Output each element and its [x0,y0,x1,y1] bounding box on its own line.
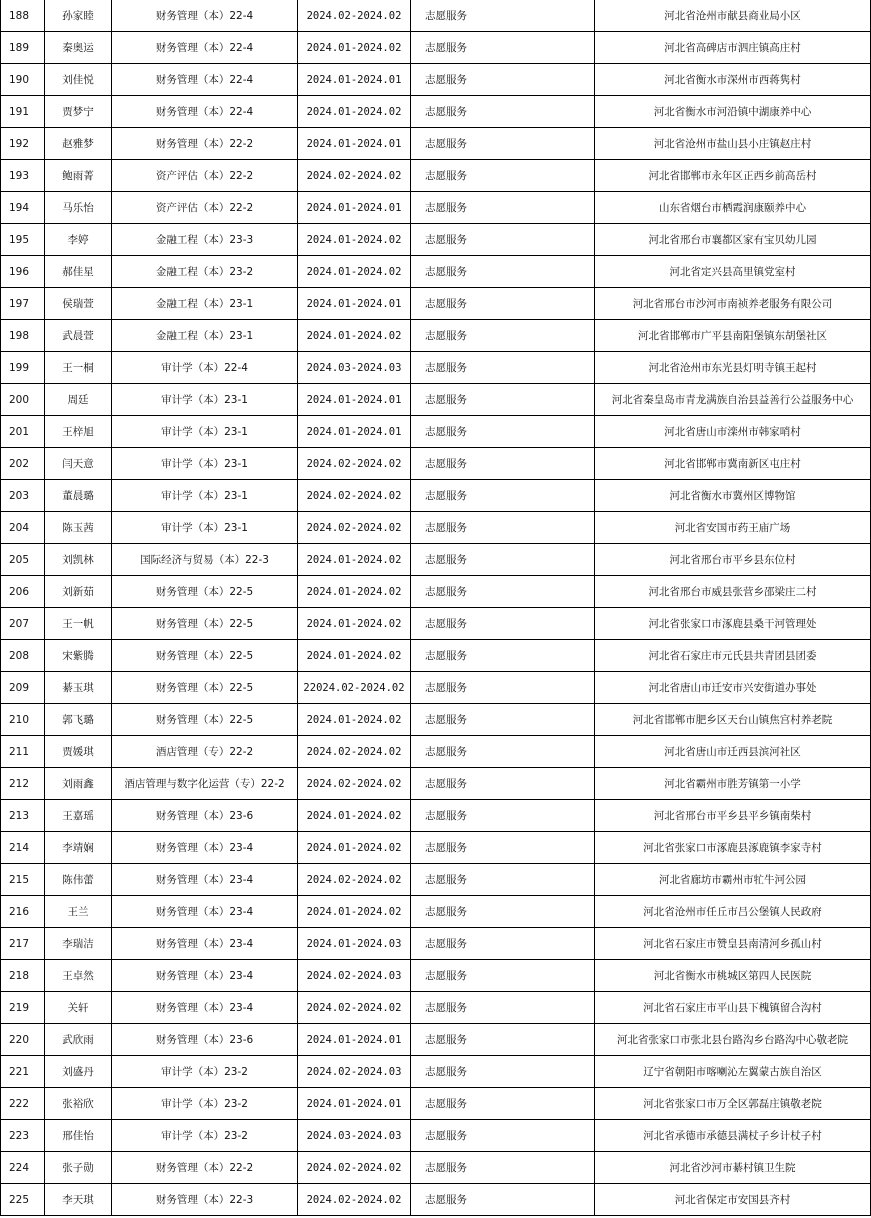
class-cell: 酒店管理与数字化运营（专）22-2 [112,768,298,800]
service-type-cell: 志愿服务 [411,1120,595,1152]
table-row [1,704,871,736]
class-cell: 财务管理（本）22-5 [112,608,298,640]
row-number-cell: 220 [1,1024,45,1056]
location-cell: 河北省唐山市滦州市韩家哨村 [595,416,871,448]
class-cell: 财务管理（本）22-2 [112,128,298,160]
class-cell: 财务管理（本）23-6 [112,800,298,832]
table-row [1,0,871,32]
period-cell: 2024.01-2024.02 [298,256,411,288]
table-row [1,1056,871,1088]
student-name-cell: 武欣雨 [45,1024,112,1056]
table-row [1,1120,871,1152]
class-cell: 审计学（本）23-2 [112,1120,298,1152]
service-type-cell: 志愿服务 [411,384,595,416]
table-row [1,256,871,288]
table-row [1,1088,871,1120]
student-name-cell: 秦奥运 [45,32,112,64]
table-row [1,448,871,480]
table-row [1,32,871,64]
service-type-cell: 志愿服务 [411,960,595,992]
student-name-cell: 董晨璐 [45,480,112,512]
table-row [1,1184,871,1216]
period-cell: 2024.02-2024.02 [298,448,411,480]
table-row [1,160,871,192]
table-row [1,608,871,640]
location-cell: 河北省邯郸市冀南新区屯庄村 [595,448,871,480]
location-cell: 河北省保定市安国县齐村 [595,1184,871,1216]
row-number-cell: 210 [1,704,45,736]
table-row [1,96,871,128]
period-cell: 2024.01-2024.02 [298,224,411,256]
service-type-cell: 志愿服务 [411,1088,595,1120]
row-number-cell: 194 [1,192,45,224]
period-cell: 2024.02-2024.02 [298,0,411,32]
student-name-cell: 李靖娴 [45,832,112,864]
class-cell: 财务管理（本）22-4 [112,0,298,32]
period-cell: 2024.01-2024.02 [298,800,411,832]
student-name-cell: 张裕欣 [45,1088,112,1120]
location-cell: 河北省邢台市平乡县平乡镇南柴村 [595,800,871,832]
service-type-cell: 志愿服务 [411,320,595,352]
student-name-cell: 王梓旭 [45,416,112,448]
table-row [1,736,871,768]
row-number-cell: 192 [1,128,45,160]
location-cell: 河北省石家庄市赞皇县南清河乡孤山村 [595,928,871,960]
student-name-cell: 宋紫腾 [45,640,112,672]
location-cell: 河北省安国市药王庙广场 [595,512,871,544]
row-number-cell: 201 [1,416,45,448]
table-row [1,1152,871,1184]
class-cell: 财务管理（本）22-5 [112,704,298,736]
student-name-cell: 闫天意 [45,448,112,480]
location-cell: 河北省邯郸市广平县南阳堡镇东胡堡社区 [595,320,871,352]
service-type-cell: 志愿服务 [411,736,595,768]
row-number-cell: 214 [1,832,45,864]
student-name-cell: 李婷 [45,224,112,256]
service-type-cell: 志愿服务 [411,704,595,736]
student-name-cell: 王兰 [45,896,112,928]
class-cell: 审计学（本）23-1 [112,480,298,512]
location-cell: 河北省衡水市深州市西蒋隽村 [595,64,871,96]
location-cell: 河北省张家口市涿鹿县涿鹿镇李家寺村 [595,832,871,864]
period-cell: 2024.01-2024.01 [298,192,411,224]
class-cell: 财务管理（本）23-6 [112,1024,298,1056]
service-type-cell: 志愿服务 [411,672,595,704]
location-cell: 河北省邢台市襄都区家有宝贝幼儿园 [595,224,871,256]
table-row [1,192,871,224]
class-cell: 财务管理（本）22-4 [112,32,298,64]
class-cell: 审计学（本）23-1 [112,416,298,448]
class-cell: 审计学（本）22-4 [112,352,298,384]
period-cell: 2024.03-2024.03 [298,1120,411,1152]
row-number-cell: 196 [1,256,45,288]
row-number-cell: 208 [1,640,45,672]
period-cell: 2024.02-2024.02 [298,1152,411,1184]
period-cell: 2024.01-2024.01 [298,64,411,96]
service-type-cell: 志愿服务 [411,224,595,256]
row-number-cell: 215 [1,864,45,896]
location-cell: 河北省廊坊市霸州市牤牛河公园 [595,864,871,896]
student-name-cell: 郝佳星 [45,256,112,288]
table-row [1,768,871,800]
period-cell: 2024.02-2024.03 [298,1056,411,1088]
student-name-cell: 王嘉瑶 [45,800,112,832]
service-type-cell: 志愿服务 [411,128,595,160]
student-name-cell: 刘佳悦 [45,64,112,96]
period-cell: 2024.01-2024.02 [298,832,411,864]
class-cell: 审计学（本）23-1 [112,512,298,544]
row-number-cell: 204 [1,512,45,544]
row-number-cell: 206 [1,576,45,608]
period-cell: 2024.01-2024.02 [298,96,411,128]
class-cell: 财务管理（本）23-4 [112,992,298,1024]
table-row [1,416,871,448]
class-cell: 财务管理（本）22-4 [112,64,298,96]
service-type-cell: 志愿服务 [411,0,595,32]
table-row [1,896,871,928]
table-row [1,544,871,576]
student-name-cell: 侯瑞萱 [45,288,112,320]
period-cell: 2024.02-2024.02 [298,512,411,544]
period-cell: 2024.01-2024.02 [298,32,411,64]
period-cell: 2024.02-2024.02 [298,160,411,192]
row-number-cell: 223 [1,1120,45,1152]
service-type-cell: 志愿服务 [411,288,595,320]
student-name-cell: 关轩 [45,992,112,1024]
class-cell: 酒店管理（专）22-2 [112,736,298,768]
period-cell: 2024.02-2024.03 [298,960,411,992]
student-name-cell: 李天琪 [45,1184,112,1216]
service-type-cell: 志愿服务 [411,896,595,928]
class-cell: 审计学（本）23-2 [112,1056,298,1088]
period-cell: 2024.01-2024.02 [298,640,411,672]
class-cell: 国际经济与贸易（本）22-3 [112,544,298,576]
location-cell: 河北省衡水市桃城区第四人民医院 [595,960,871,992]
table-row [1,640,871,672]
service-type-cell: 志愿服务 [411,96,595,128]
row-number-cell: 197 [1,288,45,320]
class-cell: 财务管理（本）22-4 [112,96,298,128]
table-row [1,992,871,1024]
row-number-cell: 209 [1,672,45,704]
student-name-cell: 王卓然 [45,960,112,992]
student-name-cell: 刘新茹 [45,576,112,608]
row-number-cell: 225 [1,1184,45,1216]
row-number-cell: 211 [1,736,45,768]
table-row [1,800,871,832]
student-name-cell: 贾梦宁 [45,96,112,128]
class-cell: 财务管理（本）23-4 [112,864,298,896]
student-name-cell: 邢佳怡 [45,1120,112,1152]
row-number-cell: 189 [1,32,45,64]
period-cell: 2024.01-2024.02 [298,544,411,576]
class-cell: 财务管理（本）22-5 [112,640,298,672]
row-number-cell: 190 [1,64,45,96]
row-number-cell: 202 [1,448,45,480]
class-cell: 资产评估（本）22-2 [112,192,298,224]
period-cell: 2024.03-2024.03 [298,352,411,384]
student-name-cell: 陈伟蕾 [45,864,112,896]
row-number-cell: 191 [1,96,45,128]
table-row [1,928,871,960]
service-type-cell: 志愿服务 [411,928,595,960]
service-type-cell: 志愿服务 [411,992,595,1024]
class-cell: 财务管理（本）22-2 [112,1152,298,1184]
table-row [1,64,871,96]
row-number-cell: 203 [1,480,45,512]
table-row [1,960,871,992]
period-cell: 2024.02-2024.02 [298,768,411,800]
table-row [1,864,871,896]
service-type-cell: 志愿服务 [411,1024,595,1056]
location-cell: 河北省衡水市冀州区博物馆 [595,480,871,512]
location-cell: 河北省邢台市威县张营乡邵梁庄二村 [595,576,871,608]
location-cell: 辽宁省朝阳市喀喇沁左翼蒙古族自治区 [595,1056,871,1088]
class-cell: 财务管理（本）23-4 [112,896,298,928]
row-number-cell: 212 [1,768,45,800]
period-cell: 2024.01-2024.02 [298,608,411,640]
class-cell: 财务管理（本）22-5 [112,576,298,608]
row-number-cell: 198 [1,320,45,352]
period-cell: 2024.01-2024.01 [298,1024,411,1056]
period-cell: 2024.02-2024.02 [298,480,411,512]
row-number-cell: 193 [1,160,45,192]
row-number-cell: 221 [1,1056,45,1088]
period-cell: 2024.01-2024.02 [298,704,411,736]
location-cell: 山东省烟台市栖霞润康颐养中心 [595,192,871,224]
class-cell: 财务管理（本）23-4 [112,928,298,960]
location-cell: 河北省沧州市献县商业局小区 [595,0,871,32]
class-cell: 审计学（本）23-1 [112,448,298,480]
service-type-cell: 志愿服务 [411,800,595,832]
service-type-cell: 志愿服务 [411,544,595,576]
class-cell: 审计学（本）23-2 [112,1088,298,1120]
service-type-cell: 志愿服务 [411,480,595,512]
service-type-cell: 志愿服务 [411,256,595,288]
student-name-cell: 王一帆 [45,608,112,640]
class-cell: 财务管理（本）22-3 [112,1184,298,1216]
row-number-cell: 218 [1,960,45,992]
period-cell: 2024.02-2024.02 [298,1184,411,1216]
table-row [1,352,871,384]
location-cell: 河北省沧州市任丘市吕公堡镇人民政府 [595,896,871,928]
student-name-cell: 李瑞洁 [45,928,112,960]
row-number-cell: 213 [1,800,45,832]
location-cell: 河北省邯郸市永年区正西乡前高岳村 [595,160,871,192]
table-row [1,1024,871,1056]
table-row [1,576,871,608]
table-row [1,832,871,864]
student-name-cell: 周廷 [45,384,112,416]
period-cell: 22024.02-2024.02 [298,672,411,704]
student-name-cell: 贾媛琪 [45,736,112,768]
period-cell: 2024.01-2024.02 [298,576,411,608]
row-number-cell: 219 [1,992,45,1024]
service-type-cell: 志愿服务 [411,1184,595,1216]
period-cell: 2024.02-2024.02 [298,736,411,768]
table-row [1,128,871,160]
class-cell: 金融工程（本）23-1 [112,320,298,352]
location-cell: 河北省霸州市胜芳镇第一小学 [595,768,871,800]
service-type-cell: 志愿服务 [411,640,595,672]
location-cell: 河北省沧州市东光县灯明寺镇王起村 [595,352,871,384]
service-type-cell: 志愿服务 [411,32,595,64]
class-cell: 金融工程（本）23-1 [112,288,298,320]
table-row [1,480,871,512]
location-cell: 河北省秦皇岛市青龙满族自治县益善行公益服务中心 [595,384,871,416]
row-number-cell: 217 [1,928,45,960]
location-cell: 河北省沧州市盐山县小庄镇赵庄村 [595,128,871,160]
row-number-cell: 224 [1,1152,45,1184]
class-cell: 财务管理（本）22-5 [112,672,298,704]
row-number-cell: 207 [1,608,45,640]
service-type-cell: 志愿服务 [411,1152,595,1184]
location-cell: 河北省邯郸市肥乡区天台山镇焦宫村养老院 [595,704,871,736]
row-number-cell: 205 [1,544,45,576]
location-cell: 河北省张家口市万全区郭磊庄镇敬老院 [595,1088,871,1120]
service-type-cell: 志愿服务 [411,192,595,224]
location-cell: 河北省定兴县高里镇党室村 [595,256,871,288]
row-number-cell: 200 [1,384,45,416]
period-cell: 2024.01-2024.02 [298,896,411,928]
table-row [1,384,871,416]
period-cell: 2024.01-2024.01 [298,416,411,448]
service-type-cell: 志愿服务 [411,608,595,640]
class-cell: 资产评估（本）22-2 [112,160,298,192]
table-body [1,0,871,1216]
service-type-cell: 志愿服务 [411,1056,595,1088]
period-cell: 2024.01-2024.01 [298,384,411,416]
service-type-cell: 志愿服务 [411,416,595,448]
class-cell: 金融工程（本）23-3 [112,224,298,256]
period-cell: 2024.01-2024.03 [298,928,411,960]
service-type-cell: 志愿服务 [411,448,595,480]
student-name-cell: 马乐怡 [45,192,112,224]
table-row [1,320,871,352]
service-type-cell: 志愿服务 [411,768,595,800]
service-type-cell: 志愿服务 [411,64,595,96]
student-name-cell: 陈玉茜 [45,512,112,544]
service-type-cell: 志愿服务 [411,576,595,608]
location-cell: 河北省衡水市河沿镇中湖康养中心 [595,96,871,128]
period-cell: 2024.01-2024.02 [298,320,411,352]
class-cell: 审计学（本）23-1 [112,384,298,416]
period-cell: 2024.01-2024.01 [298,128,411,160]
table-row [1,224,871,256]
location-cell: 河北省唐山市迁西县滨河社区 [595,736,871,768]
location-cell: 河北省邢台市沙河市南祯养老服务有限公司 [595,288,871,320]
service-type-cell: 志愿服务 [411,352,595,384]
student-name-cell: 赵雅梦 [45,128,112,160]
location-cell: 河北省沙河市綦村镇卫生院 [595,1152,871,1184]
student-name-cell: 鲍雨菁 [45,160,112,192]
location-cell: 河北省唐山市迁安市兴安街道办事处 [595,672,871,704]
location-cell: 河北省张家口市涿鹿县桑干河管理处 [595,608,871,640]
table-row [1,288,871,320]
period-cell: 2024.01-2024.01 [298,1088,411,1120]
location-cell: 河北省邢台市平乡县东位村 [595,544,871,576]
student-name-cell: 刘雨鑫 [45,768,112,800]
service-type-cell: 志愿服务 [411,864,595,896]
location-cell: 河北省承德市承德县满杖子乡计杖子村 [595,1120,871,1152]
service-type-cell: 志愿服务 [411,832,595,864]
table-row [1,672,871,704]
service-type-cell: 志愿服务 [411,160,595,192]
location-cell: 河北省张家口市张北县台路沟乡台路沟中心敬老院 [595,1024,871,1056]
location-cell: 河北省石家庄市平山县下槐镇留合沟村 [595,992,871,1024]
student-name-cell: 武晨萱 [45,320,112,352]
row-number-cell: 222 [1,1088,45,1120]
row-number-cell: 199 [1,352,45,384]
student-name-cell: 王一桐 [45,352,112,384]
period-cell: 2024.02-2024.02 [298,992,411,1024]
student-name-cell: 张子勋 [45,1152,112,1184]
class-cell: 金融工程（本）23-2 [112,256,298,288]
student-name-cell: 刘凯林 [45,544,112,576]
student-name-cell: 刘盛丹 [45,1056,112,1088]
table-row [1,512,871,544]
student-name-cell: 孙家睦 [45,0,112,32]
period-cell: 2024.02-2024.02 [298,864,411,896]
location-cell: 河北省石家庄市元氏县共青团县团委 [595,640,871,672]
row-number-cell: 195 [1,224,45,256]
service-type-cell: 志愿服务 [411,512,595,544]
location-cell: 河北省高碑店市泗庄镇高庄村 [595,32,871,64]
row-number-cell: 216 [1,896,45,928]
class-cell: 财务管理（本）23-4 [112,960,298,992]
student-name-cell: 郭飞璐 [45,704,112,736]
class-cell: 财务管理（本）23-4 [112,832,298,864]
row-number-cell: 188 [1,0,45,32]
student-name-cell: 綦玉琪 [45,672,112,704]
period-cell: 2024.01-2024.01 [298,288,411,320]
